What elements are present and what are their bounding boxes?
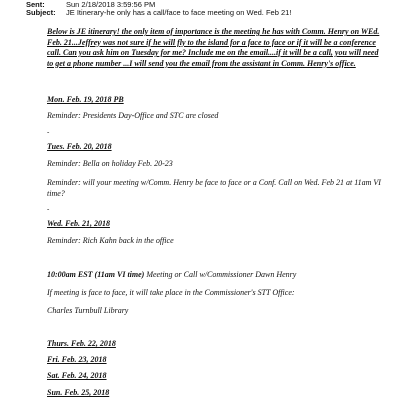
- subject-label: Subject:: [26, 8, 56, 17]
- meeting-line: [47, 270, 383, 281]
- tuesday-note-2: Reminder: will your meeting w/Comm. Henry be face to face or a Conf. Call on Wed. Feb 21 at 11am VI time?: [47, 178, 381, 198]
- sent-label: Sent:: [26, 0, 45, 9]
- sent-value: Sun 2/18/2018 3:59:56 PM: [66, 0, 156, 9]
- wednesday-heading: Wed. Feb. 21, 2018: [47, 219, 110, 228]
- dash-tue: -: [47, 205, 50, 213]
- tuesday-note-1: Reminder: Bella on holiday Feb. 20-23: [47, 159, 173, 168]
- meeting-desc: Meeting or Call w/Commissioner Dawn Henry: [144, 270, 297, 279]
- dash-mon: -: [47, 128, 50, 136]
- meeting-place: Charles Turnbull Library: [47, 306, 129, 315]
- sunday-heading: Sun. Feb. 25, 2018: [47, 388, 110, 397]
- subject-line: [26, 8, 291, 17]
- saturday-heading: Sat. Feb. 24, 2018: [47, 371, 107, 380]
- wednesday-note: Reminder: Rich Kahn back in the office: [47, 236, 174, 245]
- intro-paragraph: Below is JE itinerary! the only item of importance is the meeting he has with Comm. Henry on WEd. Feb. 21...Jeffrey was not sure if he will fly to the island for a face to face or if it will be a conference call. Can you ask him on Tuesday for me? Include me on the email....if it will be a call, you will need to get a phone number ...I will send you the email from the assistant in Comm. Henry's office.: [47, 27, 380, 68]
- monday-note: Reminder: Presidents Day-Office and STC are closed: [47, 111, 219, 120]
- meeting-location-note: If meeting is face to face, it will take place in the Commissioner's STT Office:: [47, 288, 295, 297]
- monday-heading: Mon. Feb. 19, 2018 PB: [47, 95, 124, 104]
- subject-value: JE Itinerary-he only has a call/face to face meeting on Wed. Feb 21!: [66, 8, 292, 17]
- thursday-heading: Thurs. Feb. 22, 2018: [47, 339, 116, 348]
- meeting-time: 10:00am EST (11am VI time): [47, 270, 145, 279]
- friday-heading: Fri. Feb. 23, 2018: [47, 355, 107, 364]
- tuesday-heading: Tues. Feb. 20, 2018: [47, 142, 112, 151]
